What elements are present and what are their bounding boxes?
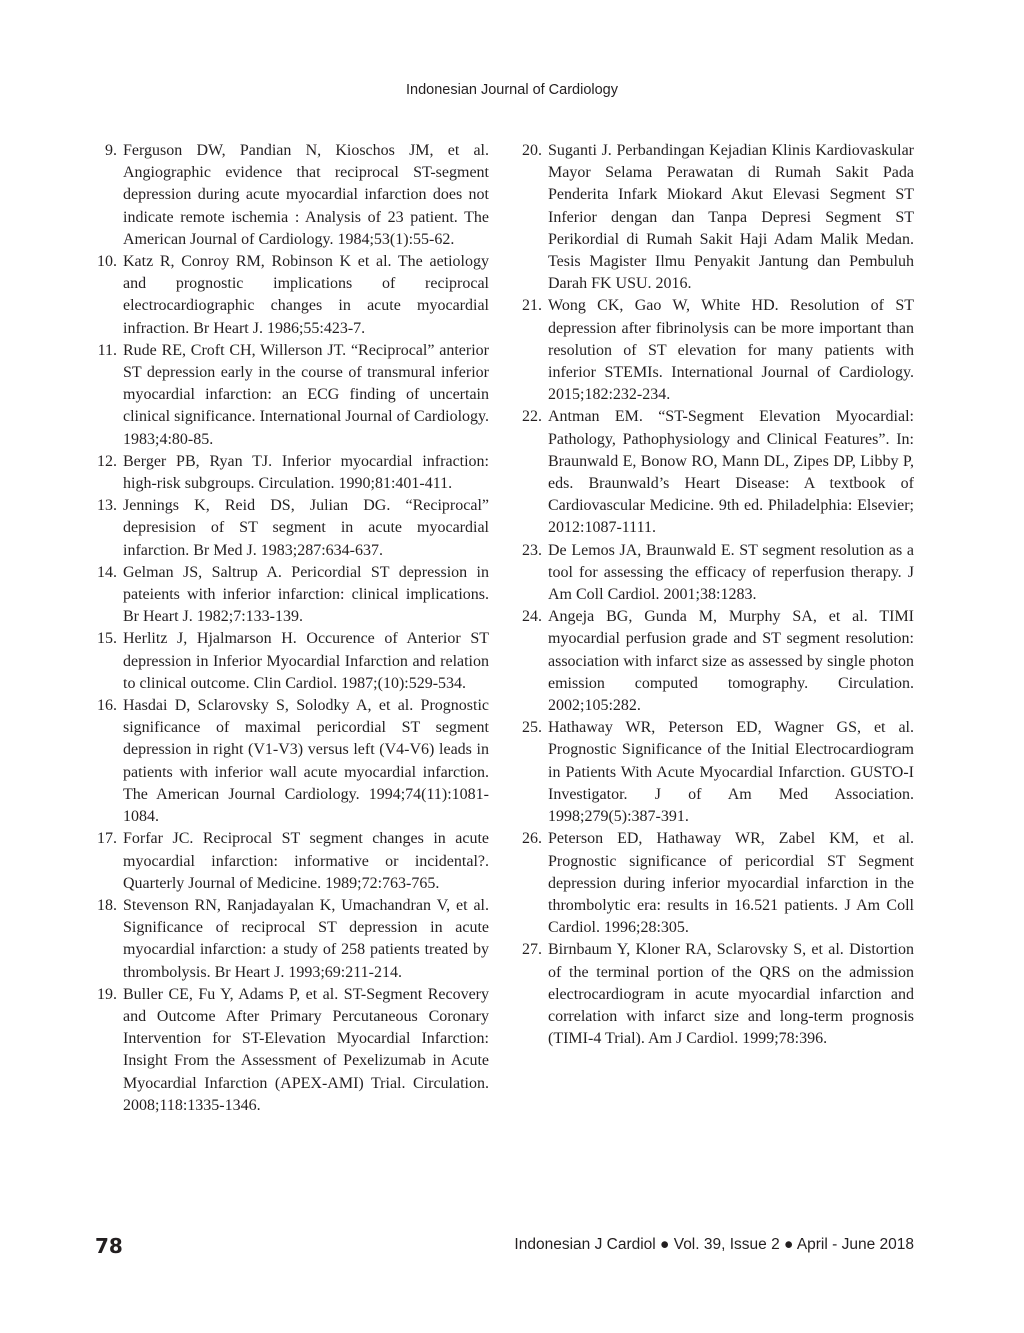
- reference-text: Gelman JS, Saltrup A. Pericordial ST depression in pateients with inferior infarction: clinical implications. Br Heart J. 1982;7:133-139.: [123, 563, 489, 626]
- reference-item: [522, 295, 914, 406]
- reference-number: 24.: [522, 608, 542, 626]
- reference-text: Jennings K, Reid DS, Julian DG. “Reciprocal” depresision of ST segment in acute myocardial infarction. Br Med J. 1983;287:634-637.: [123, 497, 489, 559]
- reference-item: [97, 340, 489, 451]
- reference-number: 20.: [522, 142, 542, 159]
- reference-text: Berger PB, Ryan TJ. Inferior myocardial infraction: high-risk subgroups. Circulation. 1990;81:401-411.: [123, 452, 489, 493]
- reference-number: 12.: [97, 452, 117, 470]
- reference-text: Wong CK, Gao W, White HD. Resolution of ST depression after fibrinolysis can be more important than resolution of ST elevation for many patients with inferior STEMIs. International Journal of Cardiology. 2015;182:232-234.: [548, 297, 914, 404]
- reference-item: [522, 540, 914, 607]
- reference-number: 21.: [522, 297, 542, 315]
- reference-item: [97, 251, 489, 340]
- reference-text: Stevenson RN, Ranjadayalan K, Umachandran V, et al. Significance of reciprocal ST depression in acute myocardial infarction: a study of 258 patients treated by thrombolysis. Br Heart J. 1993;69:211-214.: [123, 896, 489, 981]
- reference-text: Peterson ED, Hathaway WR, Zabel KM, et al. Prognostic significance of pericordial ST Segment depression during inferior myocardial infarction in the thrombolytic era: results in 16.521 patients. J Am Coll Cardiol. 1996;28:305.: [548, 830, 914, 937]
- reference-number: 25.: [522, 719, 542, 737]
- reference-item: [522, 406, 914, 539]
- reference-number: 15.: [97, 630, 117, 648]
- page-number: 78: [95, 1234, 123, 1258]
- reference-item: [522, 939, 914, 1050]
- reference-text: Suganti J. Perbandingan Kejadian Klinis Kardiovaskular Mayor Selama Perawatan di Rumah Sakit Pada Penderita Infark Miokard Akut Elevasi Segment ST Inferior dengan dan Tanpa Depresi Segment ST Perikordial di Rumah Sakit Haji Adam Malik Medan. Tesis Magister Ilmu Penyakit Jantung dan Pembuluh Darah FK USU. 2016.: [548, 142, 914, 293]
- reference-text: Forfar JC. Reciprocal ST segment changes in acute myocardial infarction: informative or incidental?. Quarterly Journal of Medicine. 1989;72:763-765.: [123, 830, 489, 892]
- reference-text: Birnbaum Y, Kloner RA, Sclarovsky S, et al. Distortion of the terminal portion of the QRS on the admission electrocardiogram in acute myocardial infarction and correlation with infarct size and long-term prognosis (TIMI-4 Trial). Am J Cardiol. 1999;78:396.: [548, 941, 914, 1048]
- reference-item: [522, 140, 914, 295]
- reference-text: Katz R, Conroy RM, Robinson K et al. The aetiology and prognostic implications of reciprocal electrocardiographic changes in acute myocardial infraction. Br Heart J. 1986;55:423-7.: [123, 253, 489, 337]
- reference-item: [97, 828, 489, 895]
- reference-item: [522, 717, 914, 828]
- references-column-right: [522, 140, 914, 1050]
- reference-number: 10.: [97, 253, 117, 271]
- reference-item: [97, 495, 489, 562]
- reference-text: Antman EM. “ST-Segment Elevation Myocardial: Pathology, Pathophysiology and Clinical Features”. In: Braunwald E, Bonow RO, Mann DL, Zipes DP, Libby P, eds. Braunwald’s Heart Disease: A textbook of Cardiovascular Medicine. 9th ed. Philadelphia: Elsevier; 2012:1087-1111.: [548, 408, 914, 537]
- reference-item: [522, 606, 914, 717]
- reference-item: [97, 984, 489, 1117]
- reference-item: [97, 562, 489, 629]
- reference-number: 27.: [522, 941, 542, 959]
- reference-number: 18.: [97, 896, 117, 914]
- reference-number: 16.: [97, 697, 117, 715]
- reference-number: 19.: [97, 985, 117, 1003]
- reference-number: 22.: [522, 408, 542, 426]
- reference-text: Hasdai D, Sclarovsky S, Solodky A, et al. Prognostic significance of maximal pericordial ST segment depression in right (V1-V3) versus left (V4-V6) leads in patients with inferior wall acute myocardial infarction. The American Journal Cardiology. 1994;74(11):1081-1084.: [123, 697, 489, 826]
- reference-number: 26.: [522, 830, 542, 848]
- reference-text: Hathaway WR, Peterson ED, Wagner GS, et al. Prognostic Significance of the Initial Electrocardiogram in Patients With Acute Myocardial Infarction. GUSTO-I Investigator. J of Am Med Association. 1998;279(5):387-391.: [548, 719, 914, 826]
- reference-number: 11.: [97, 341, 117, 359]
- reference-item: [97, 895, 489, 984]
- reference-item: [97, 695, 489, 828]
- reference-text: Angeja BG, Gunda M, Murphy SA, et al. TIMI myocardial perfusion grade and ST segment resolution: association with infarct size as assessed by single photon emission computed tomography. Circulation. 2002;105:282.: [548, 608, 914, 715]
- reference-item: [97, 628, 489, 695]
- reference-number: 14.: [97, 563, 117, 581]
- reference-number: 13.: [97, 497, 117, 515]
- reference-text: Ferguson DW, Pandian N, Kioschos JM, et al. Angiographic evidence that reciprocal ST-segment depression during acute myocardial infarction does not indicate remote ischemia : Analysis of 23 patient. The American Journal of Cardiology. 1984;53(1):55-62.: [123, 142, 489, 248]
- reference-item: [522, 828, 914, 939]
- reference-number: 23.: [522, 541, 542, 559]
- references-column-left: [97, 140, 489, 1117]
- reference-number: 17.: [97, 830, 117, 848]
- reference-number: 9.: [105, 142, 117, 159]
- running-header: Indonesian Journal of Cardiology: [406, 82, 618, 98]
- reference-text: Buller CE, Fu Y, Adams P, et al. ST-Segment Recovery and Outcome After Primary Percutaneous Coronary Intervention for ST-Elevation Myocardial Infarction: Insight From the Assessment of Pexelizumab in Acute Myocardial Infarction (APEX-AMI) Trial. Circulation. 2008;118:1335-1346.: [123, 985, 489, 1114]
- reference-item: [97, 451, 489, 495]
- reference-text: Rude RE, Croft CH, Willerson JT. “Reciprocal” anterior ST depression early in the course of transmural inferior myocardial infarction: an ECG finding of uncertain clinical significance. International Journal of Cardiology. 1983;4:80-85.: [123, 341, 489, 448]
- reference-text: Herlitz J, Hjalmarson H. Occurence of Anterior ST depression in Inferior Myocardial Infarction and relation to clinical outcome. Clin Cardiol. 1987;(10):529-534.: [123, 630, 489, 692]
- footer-journal-info: Indonesian J Cardiol ● Vol. 39, Issue 2 ● April - June 2018: [514, 1236, 914, 1253]
- reference-item: [105, 140, 489, 251]
- reference-text: De Lemos JA, Braunwald E. ST segment resolution as a tool for assessing the efficacy of reperfusion therapy. J Am Coll Cardiol. 2001;38:1283.: [548, 541, 914, 604]
